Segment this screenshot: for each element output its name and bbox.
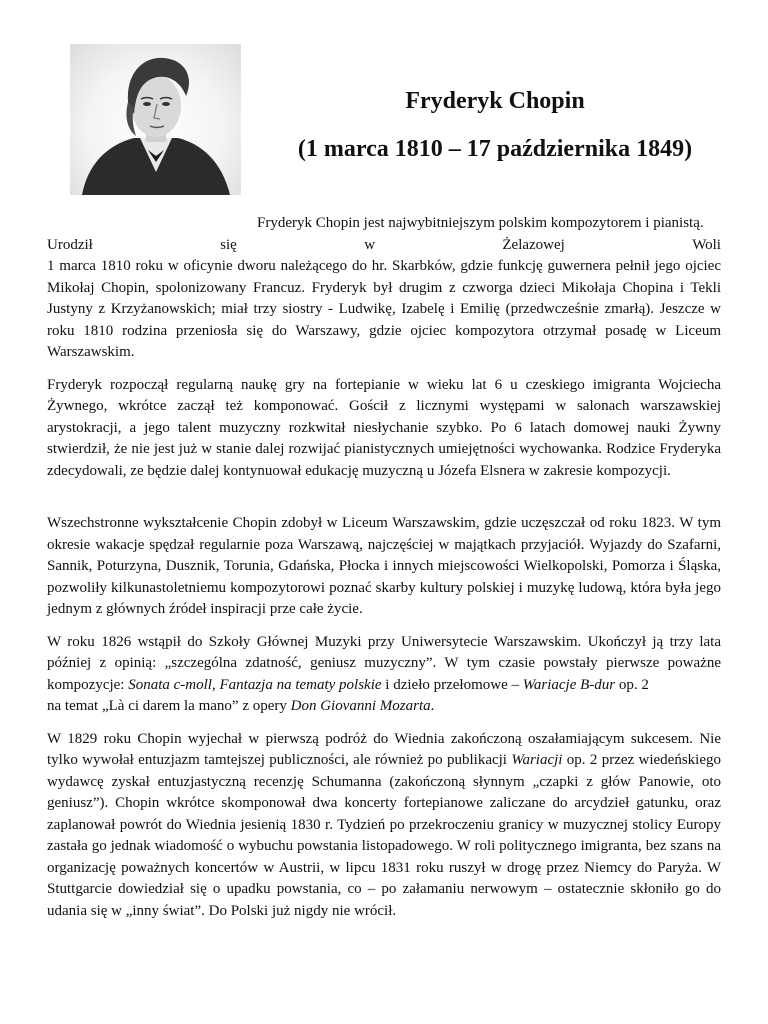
paragraph-1-lead: Fryderyk Chopin jest najwybitniejszym polskim kompozytorem i pianistą.: [257, 215, 704, 231]
spread-word: w: [364, 236, 376, 253]
text-run: .: [430, 698, 435, 714]
paragraph-1-spread-line: [47, 235, 721, 257]
work-title: Wariacji: [511, 752, 563, 768]
life-dates: (1 marca 1810 – 17 października 1849): [297, 136, 693, 162]
text-run: ,: [211, 676, 216, 693]
text-run: op. 2: [618, 676, 649, 693]
work-title: Sonata c-moll: [128, 676, 212, 693]
page-title: Fryderyk Chopin: [405, 88, 585, 114]
paragraph-2: Fryderyk rozpoczął regularną naukę gry na fortepianie w wieku lat 6 u czeskiego imigranta Wojciecha Żywnego, wkrótce zaczął też komponować. Gościł z licznymi występami w salonach warszawskiej arystokracji, a jego talent muzyczny rozkwitał niesłychanie szybko. Po 6 latach domowej nauki Żywny stwierdził, że nie jest już w stanie dalej rozwijać pianistycznych umiejętności wychowanka. Rodzice Fryderyka zdecydowali, ze będzie dalej kontynuował edukację muzyczną u Józefa Elsnera w zakresie kompozycji.: [47, 376, 721, 479]
paragraph-4: [47, 632, 721, 718]
paragraph-4-last-line: [47, 696, 721, 718]
spread-word: Żelazowej: [502, 236, 565, 253]
text-run: op. 2 przez wiedeńskiego wydawcę zyskał entuzjastyczną recenzję Schumanna (zakończoną słynnym „czapki z głów Panowie, oto geniusz”). Chopin wkrótce skomponował dwa koncerty fortepianowe zaliczane do arcydzieł gatunku, oraz zaplanował powrót do Wiednia jesienią 1830 r. Tydzień po przekroczeniu granicy w muzycznej stolicy Europy zastała go jednak wiadomość o wybuchu powstania listopadowego. W roli politycznego imigranta, bez szans na organizację poważnych koncertów w Austrii, w lipcu 1831 roku ruszył w drogę przez Niemcy do Paryża. W Stuttgarcie dowiedział się o upadku powstania, co – po załamaniu nerwowym – ostatecznie skłoniło go do udania się w „inny świat”. Do Polski już nigdy nie wrócił.: [47, 752, 722, 919]
text-run: W roku 1826 wstąpił do Szkoły Głównej Muzyki przy Uniwersytecie Warszawskim. Ukończył ją trzy lata później z opinią: „szczególna zdatność, geniusz muzyczny”. W tym czasie powstały pierwsze poważne kompozycje:: [47, 633, 721, 693]
work-title: Don Giovanni Mozarta: [290, 698, 431, 714]
text-run: na temat „Là ci darem la mano” z opery: [47, 698, 287, 714]
text-run: W 1829 roku Chopin wyjechał w pierwszą podróż do Wiednia zakończoną oszałamiającym sukcesem. Nie tylko wywołał entuzjazm tamtejszej publiczności, ale również po publikacji: [47, 730, 721, 768]
paragraph-3: Wszechstronne wykształcenie Chopin zdobył w Liceum Warszawskim, gdzie uczęszczał od roku 1823. W tym okresie wakacje spędzał regularnie poza Warszawą, najczęściej w majątkach przyjaciół. Wyjazdy do Szafarni, Sannik, Poturzyna, Dusznik, Torunia, Gdańska, Płocka i innych miejscowości Wielkopolski, Pomorza i Śląska, pozwoliły kilkunastoletniemu kompozytorowi poznać skarby kultury polskiej i muzykę ludową, która była jego jednym z głównych źródeł inspiracji prze całe życie.: [47, 515, 721, 617]
portrait-illustration: [70, 44, 241, 195]
spread-word: Woli: [692, 236, 721, 253]
text-run: i dzieło przełomowe –: [385, 676, 520, 693]
spread-word: Urodził: [47, 236, 93, 253]
work-title: Wariacje B-dur: [522, 676, 616, 693]
paragraph-1: [47, 213, 721, 364]
article-body: [47, 213, 721, 922]
paragraph-1-rest: 1 marca 1810 roku w oficynie dworu należącego do hr. Skarbków, gdzie funkcję guwernera pełnił jego ojciec Mikołaj Chopin, spolonizowany Francuz. Fryderyk był drugim z czworga dzieci Mikołaja Chopina i Tekli Justyny z Krzyżanowskich; miał trzy siostry - Ludwikę, Izabelę i Emilię (przedwcześnie zmarłą). Jeszcze w roku 1810 rodzina przeniosła się do Warszawy, gdzie ojciec kompozytora otrzymał posadę w Liceum Warszawskim.: [47, 258, 721, 360]
chopin-portrait-image: [70, 44, 241, 195]
paragraph-5: [47, 729, 721, 923]
work-title: Fantazja na tematy polskie: [219, 676, 382, 693]
spread-word: się: [220, 236, 237, 253]
